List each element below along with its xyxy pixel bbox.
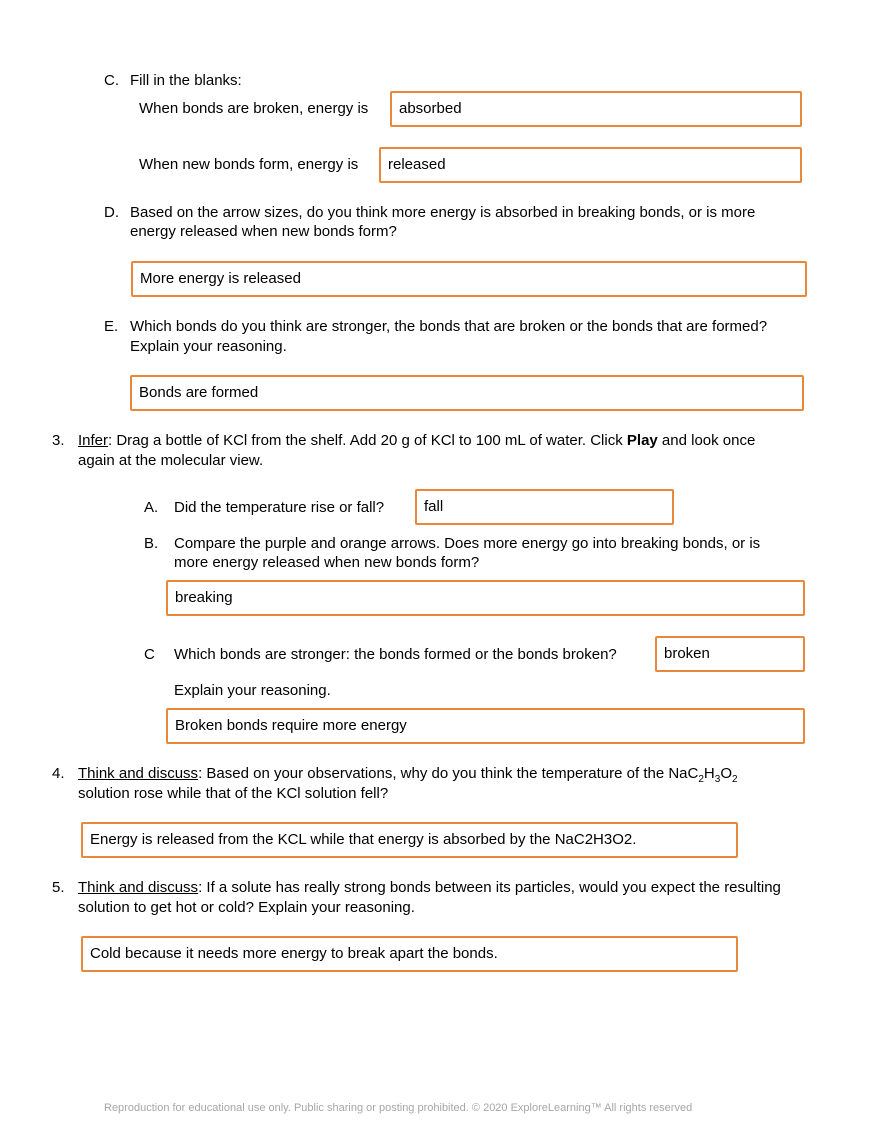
q2e-letter: E. [104, 318, 119, 335]
q4-mid1: H [703, 765, 715, 782]
q3b-line2: more energy released when new bonds form? [174, 554, 480, 571]
q3-play-bold: Play [626, 432, 658, 449]
q2c-line1: When bonds are broken, energy is [139, 100, 369, 117]
q3c-prompt: Which bonds are stronger: the bonds formed or the bonds broken? [174, 646, 617, 663]
q4-sub2: 3 [714, 774, 721, 785]
q2c-answer2-field[interactable]: released [379, 147, 802, 183]
q2d-line1: Based on the arrow sizes, do you think more energy is absorbed in breaking bonds, or is more [130, 204, 756, 221]
q2d-letter: D. [104, 204, 119, 221]
q2e-line2: Explain your reasoning. [130, 338, 287, 355]
q3c-letter: C [144, 646, 155, 663]
q4-mid2: O [720, 765, 732, 782]
q3b-letter: B. [144, 535, 159, 552]
q3-line1-tail: and look once [657, 432, 756, 449]
q3-label: Infer [78, 432, 109, 449]
q2c-prompt: Fill in the blanks: [130, 72, 242, 89]
q3-line2: again at the molecular view. [78, 452, 264, 469]
q4-line1-text: : Based on your observations, why do you think the temperature of the NaC [198, 765, 699, 782]
q5-label: Think and discuss [78, 879, 199, 896]
q2e-answer-field[interactable]: Bonds are formed [130, 375, 804, 411]
q4-line2: solution rose while that of the KCl solution fell? [78, 785, 389, 802]
q5-line2: solution to get hot or cold? Explain your reasoning. [78, 899, 415, 916]
q2d-line2: energy released when new bonds form? [130, 223, 397, 240]
q4-sub3: 2 [731, 774, 738, 785]
q4-label: Think and discuss [78, 765, 199, 782]
q4-number: 4. [52, 765, 65, 782]
q3c-explain: Explain your reasoning. [174, 682, 331, 699]
q5-answer-field[interactable]: Cold because it needs more energy to break apart the bonds. [81, 936, 738, 972]
q2d-answer-field[interactable]: More energy is released [131, 261, 807, 297]
q5-number: 5. [52, 879, 65, 896]
q3a-prompt: Did the temperature rise or fall? [174, 499, 385, 516]
q5-line1-text: : If a solute has really strong bonds between its particles, would you expect the resulting [198, 879, 781, 896]
q3c-answer2-field[interactable]: Broken bonds require more energy [166, 708, 805, 744]
q2c-answer1-field[interactable]: absorbed [390, 91, 802, 127]
q3-line1-text: : Drag a bottle of KCl from the shelf. Add 20 g of KCl to 100 mL of water. Click [108, 432, 627, 449]
q3a-answer-field[interactable]: fall [415, 489, 674, 525]
q5-line1 [78, 878, 781, 898]
q3b-line1: Compare the purple and orange arrows. Does more energy go into breaking bonds, or is [174, 535, 761, 552]
q2e-line1: Which bonds do you think are stronger, the bonds that are broken or the bonds that are formed? [130, 318, 768, 335]
q3-number: 3. [52, 432, 65, 449]
footer-notice: Reproduction for educational use only. Public sharing or posting prohibited. © 2020 ExploreLearning™ All rights reserved [104, 1102, 693, 1114]
q2c-letter: C. [104, 72, 119, 89]
q2c-line2: When new bonds form, energy is [139, 156, 359, 173]
q3b-answer-field[interactable]: breaking [166, 580, 805, 616]
q4-sub1: 2 [698, 774, 704, 785]
q4-answer-field[interactable]: Energy is released from the KCL while that energy is absorbed by the NaC2H3O2. [81, 822, 738, 858]
q3a-letter: A. [144, 499, 159, 516]
q3-line1 [78, 431, 755, 451]
q3c-answer1-field[interactable]: broken [655, 636, 805, 672]
